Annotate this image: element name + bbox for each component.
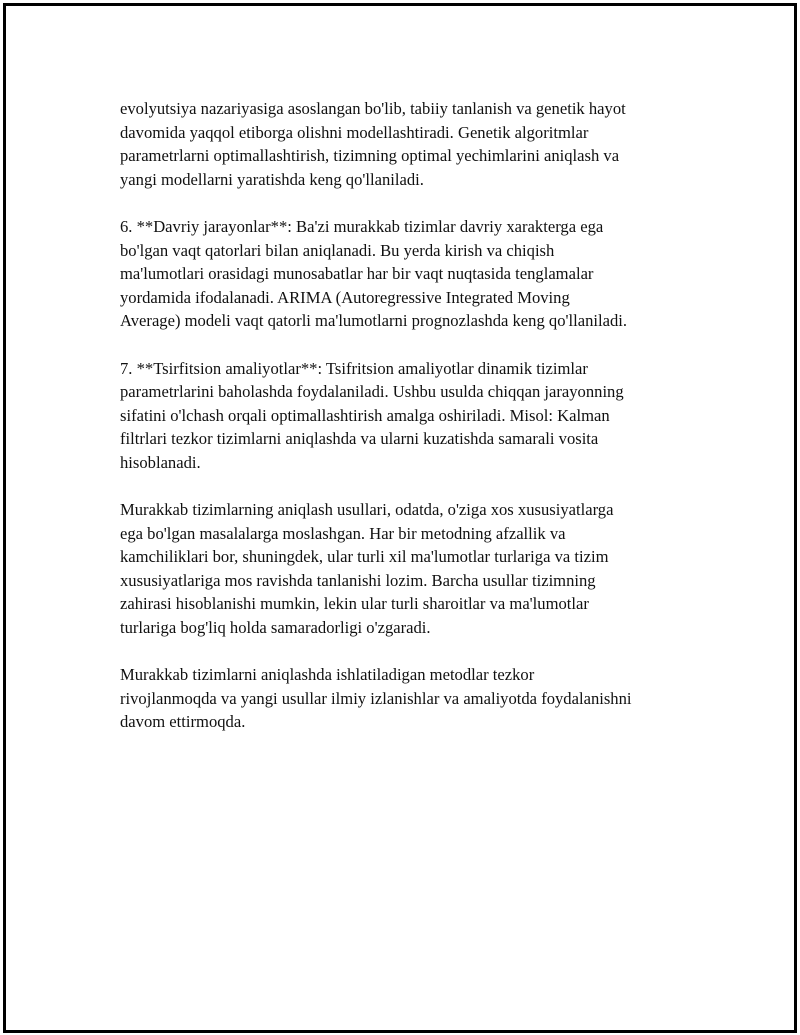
text-line: hisoblanadi. xyxy=(120,452,201,472)
document-body xyxy=(120,97,700,758)
page-frame xyxy=(3,3,797,1033)
text-line: ma'lumotlari orasidagi munosabatlar har bir vaqt nuqtasida tenglamalar xyxy=(120,264,594,284)
text-line: yordamida ifodalanadi. ARIMA (Autoregressive Integrated Moving xyxy=(120,287,570,307)
text-line: ega bo'lgan masalalarga moslashgan. Har bir metodning afzallik va xyxy=(120,523,566,543)
text-line: yangi modellarni yaratishda keng qo'llaniladi. xyxy=(120,169,424,189)
text-line: turlariga bog'liq holda samaradorligi o'zgaradi. xyxy=(120,618,431,638)
text-line: zahirasi hisoblanishi mumkin, lekin ular turli sharoitlar va ma'lumotlar xyxy=(120,594,589,614)
paragraph-genetic-algorithms xyxy=(120,97,700,191)
text-line: evolyutsiya nazariyasiga asoslangan bo'lib, tabiiy tanlanish va genetik hayot xyxy=(120,99,626,118)
text-line: Murakkab tizimlarni aniqlashda ishlatiladigan metodlar tezkor xyxy=(120,665,535,685)
text-line: xususiyatlariga mos ravishda tanlanishi lozim. Barcha usullar tizimning xyxy=(120,570,596,590)
text-line: 6. **Davriy jarayonlar**: Ba'zi murakkab tizimlar davriy xarakterga ega xyxy=(120,216,604,236)
text-line: 7. **Tsirfitsion amaliyotlar**: Tsifritsion amaliyotlar dinamik tizimlar xyxy=(120,358,588,378)
paragraph-periodic-processes xyxy=(120,215,700,333)
paragraph-methods-summary xyxy=(120,498,700,640)
text-line: Murakkab tizimlarning aniqlash usullari, odatda, o'ziga xos xususiyatlarga xyxy=(120,500,614,520)
text-line: parametrlarni optimallashtirish, tizimning optimal yechimlarini aniqlash va xyxy=(120,146,620,166)
text-line: kamchiliklari bor, shuningdek, ular turli xil ma'lumotlar turlariga va tizim xyxy=(120,547,609,567)
text-line: davom ettirmoqda. xyxy=(120,712,246,732)
text-line: sifatini o'lchash orqali optimallashtirish amalga oshiriladi. Misol: Kalman xyxy=(120,405,610,425)
text-line: bo'lgan vaqt qatorlari bilan aniqlanadi. Bu yerda kirish va chiqish xyxy=(120,240,555,260)
text-line: davomida yaqqol etiborga olishni modellashtiradi. Genetik algoritmlar xyxy=(120,122,589,142)
text-line: rivojlanmoqda va yangi usullar ilmiy izlanishlar va amaliyotda foydalanishni xyxy=(120,688,632,708)
paragraph-digital-operations xyxy=(120,357,700,475)
text-line: parametrlarini baholashda foydalaniladi. Ushbu usulda chiqqan jarayonning xyxy=(120,382,624,402)
text-line: filtrlari tezkor tizimlarni aniqlashda va ularni kuzatishda samarali vosita xyxy=(120,429,599,449)
paragraph-conclusion xyxy=(120,663,700,734)
text-line: Average) modeli vaqt qatorli ma'lumotlarni prognozlashda keng qo'llaniladi. xyxy=(120,311,628,331)
